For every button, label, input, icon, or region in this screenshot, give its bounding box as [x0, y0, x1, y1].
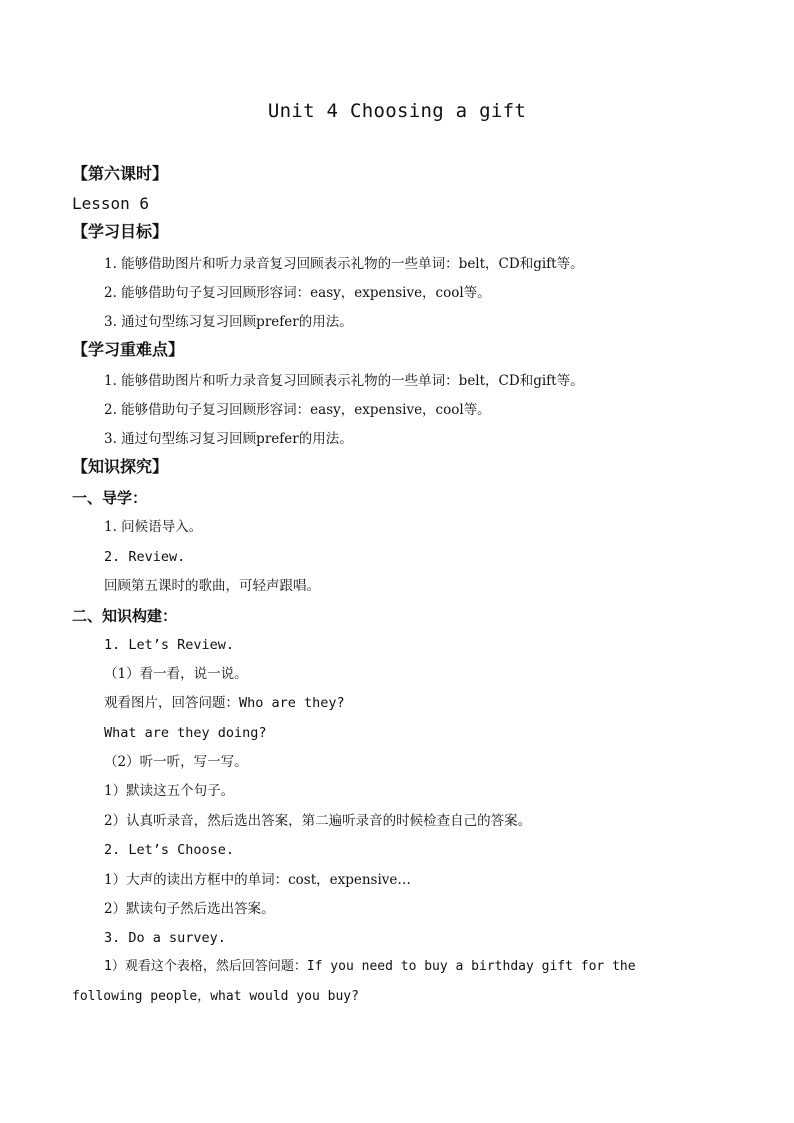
part2-line: 1）观看这个表格，然后回答问题：If you need to buy a birthday gift for the	[104, 959, 636, 974]
part1-line: 1. 问候语导入。	[104, 519, 203, 535]
part1-line: 2. Review.	[104, 549, 186, 565]
part1-heading: 一、导学：	[72, 489, 148, 507]
objectives-heading: 【学习目标】	[72, 222, 169, 241]
part2-heading: 二、知识构建：	[72, 607, 178, 625]
key-points-heading: 【学习重难点】	[72, 340, 185, 359]
part2-line: 1. Let’s Review.	[104, 637, 235, 653]
objective-item: 1. 能够借助图片和听力录音复习回顾表示礼物的一些单词：belt，CD和gift等。	[104, 256, 584, 272]
lesson-label: Lesson 6	[72, 194, 150, 213]
part2-line: What are they doing?	[104, 725, 267, 741]
part1-line: 回顾第五课时的歌曲，可轻声跟唱。	[104, 578, 320, 594]
part2-line: 2）认真听录音，然后选出答案，第二遍听录音的时候检查自己的答案。	[104, 813, 532, 829]
part2-line: 观看图片，回答问题：Who are they?	[104, 695, 345, 711]
key-point-item: 3. 通过句型练习复习回顾prefer的用法。	[104, 431, 353, 447]
objective-item: 3. 通过句型练习复习回顾prefer的用法。	[104, 314, 353, 330]
document-title: Unit 4 Choosing a gift	[267, 100, 527, 122]
part2-line: 1）默读这五个句子。	[104, 783, 235, 799]
part2-line: 3. Do a survey.	[104, 930, 226, 946]
part2-line: 2. Let’s Choose.	[104, 842, 235, 858]
period-heading: 【第六课时】	[72, 164, 169, 183]
part2-line: （1）看一看，说一说。	[104, 666, 248, 682]
part2-line: （2）听一听，写一写。	[104, 754, 248, 770]
key-point-item: 2. 能够借助句子复习回顾形容词：easy，expensive，cool等。	[104, 402, 491, 418]
part2-line: following people，what would you buy?	[72, 989, 359, 1004]
key-point-item: 1. 能够借助图片和听力录音复习回顾表示礼物的一些单词：belt，CD和gift等。	[104, 373, 584, 389]
explore-heading: 【知识探究】	[72, 457, 169, 476]
part2-line: 2）默读句子然后选出答案。	[104, 901, 275, 917]
objective-item: 2. 能够借助句子复习回顾形容词：easy，expensive，cool等。	[104, 285, 491, 301]
part2-line: 1）大声的读出方框中的单词：cost，expensive…	[104, 872, 411, 888]
